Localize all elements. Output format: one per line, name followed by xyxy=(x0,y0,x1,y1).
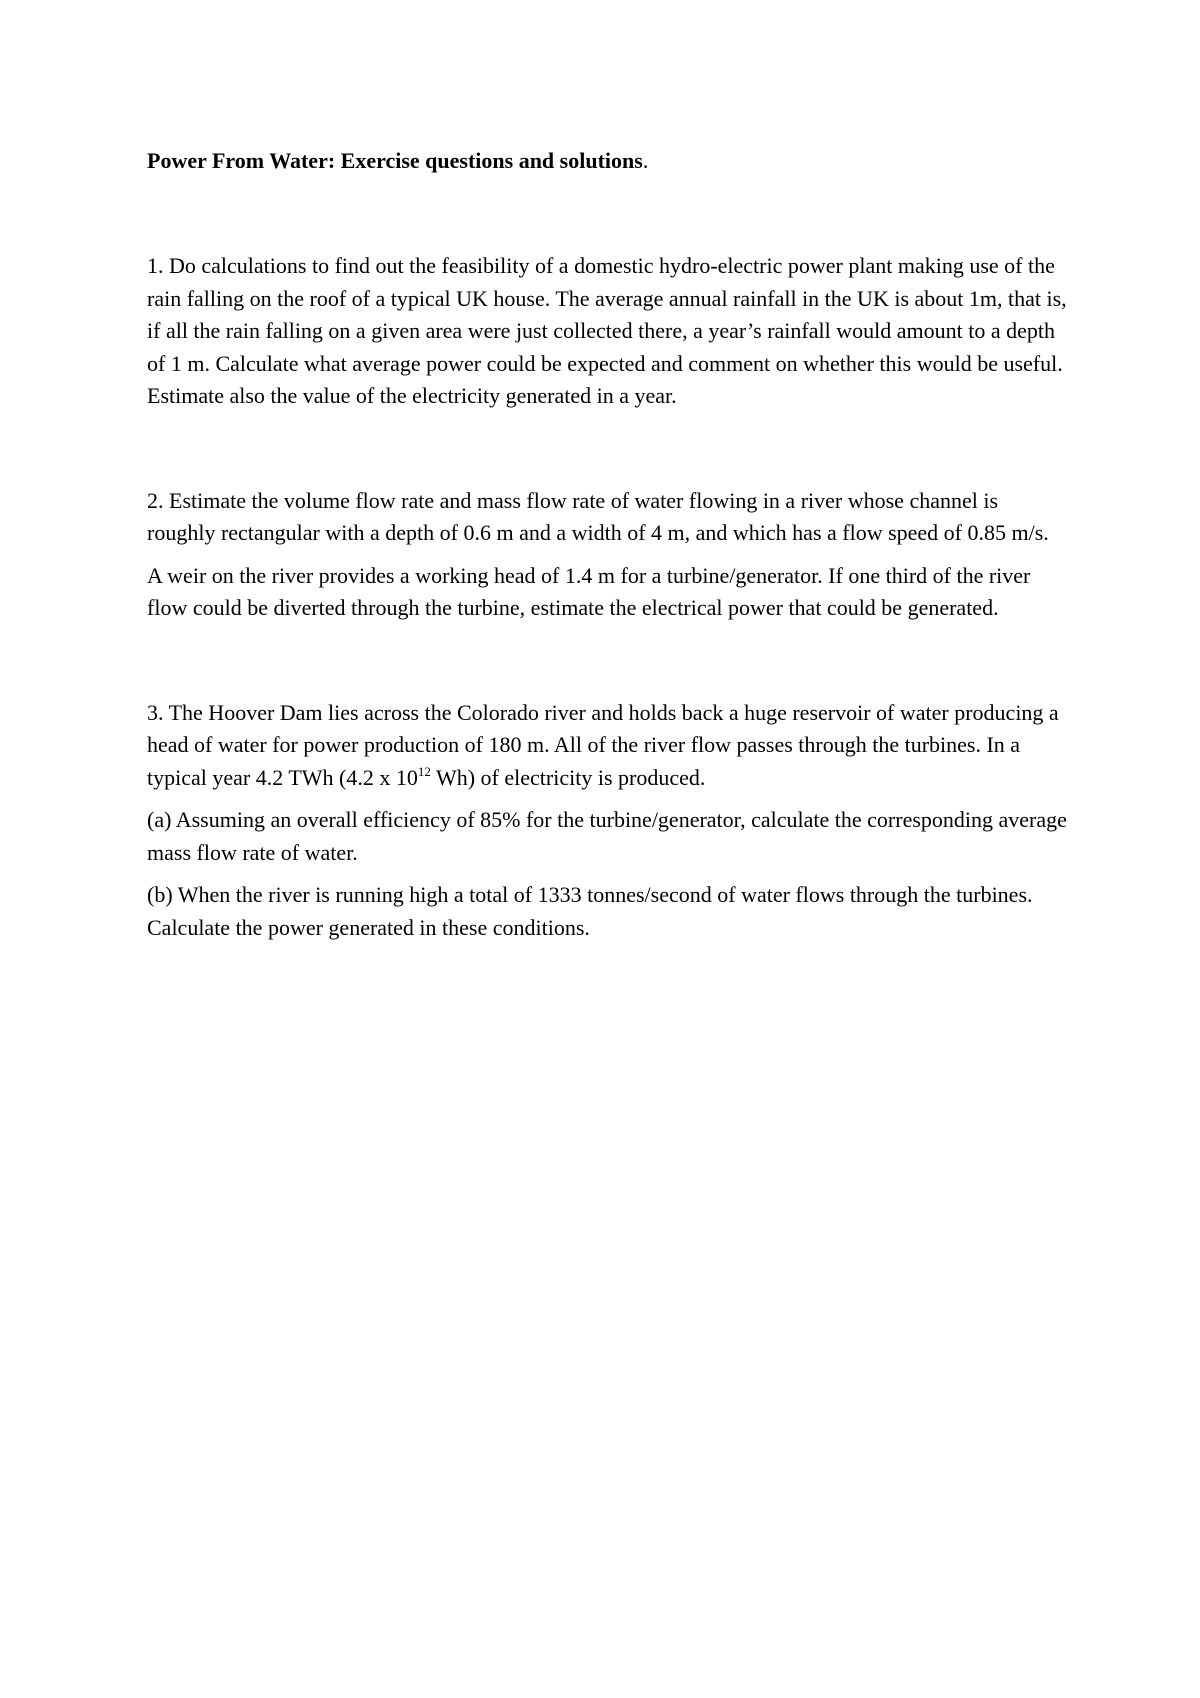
document-body xyxy=(147,145,1067,944)
exponent: 12 xyxy=(417,763,431,779)
title-text: Power From Water: Exercise questions and solutions xyxy=(147,148,643,173)
title-period: . xyxy=(642,148,649,173)
question-3b: (b) When the river is running high a total of 1333 tonnes/second of water flows through the turbines. Calculate the power generated in these conditions. xyxy=(147,882,1033,940)
document-title xyxy=(147,145,1067,177)
question-2: 2. Estimate the volume flow rate and mass flow rate of water flowing in a river whose channel is roughly rectangular with a depth of 0.6 m and a width of 4 m, and which has a flow speed of 0.85 m/s. xyxy=(147,487,1049,545)
question-3a: (a) Assuming an overall efficiency of 85% for the turbine/generator, calculate the corresponding average mass flow rate of water. xyxy=(147,807,1067,865)
question-3 xyxy=(147,697,1067,795)
question-3-text-end: Wh) of electricity is produced. xyxy=(430,764,706,790)
question-2-part-2: A weir on the river provides a working head of 1.4 m for a turbine/generator. If one third of the river flow could be diverted through the turbine, estimate the electrical power that could be generated. xyxy=(147,562,1031,620)
question-1: 1. Do calculations to find out the feasibility of a domestic hydro-electric power plant making use of the rain falling on the roof of a typical UK house. The average annual rainfall in the UK is about 1m, that is, if all the rain falling on a given area were just collected there, a year’s rainfall would amount to a depth of 1 m. Calculate what average power could be expected and comment on whether this would be useful. Estimate also the value of the electricity generated in a year. xyxy=(147,253,1067,408)
question-3-text-start: 3. The Hoover Dam lies across the Colorado river and holds back a huge reservoir of water producing a head of water for power production of 180 m. All of the river flow passes through the turbines. In a typical year 4.2 TWh (4.2 x 10 xyxy=(147,699,1059,790)
